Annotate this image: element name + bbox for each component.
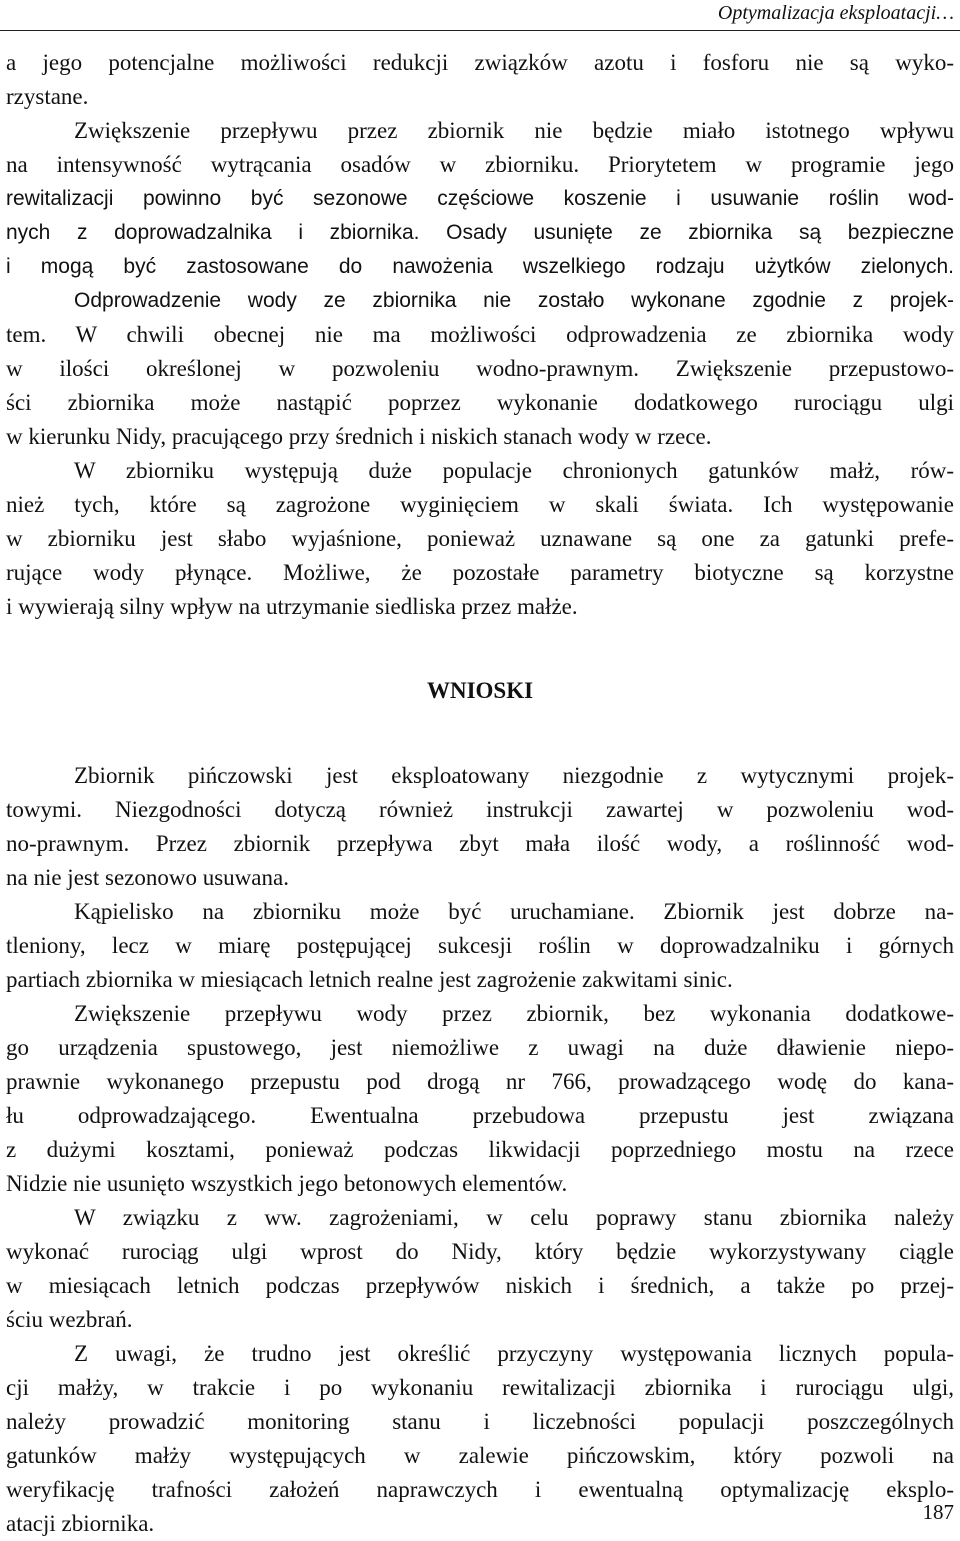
running-header-title: Optymalizacja eksploatacji…: [717, 2, 954, 24]
text-line: Zbiornik pińczowski jest eksploatowany niezgodnie z wytycznymi projek-: [74, 763, 954, 788]
text-line: Zwiększenie przepływu przez zbiornik nie będzie miało istotnego wpływu: [74, 118, 954, 143]
text-line: W związku z ww. zagrożeniami, w celu poprawy stanu zbiornika należy: [74, 1205, 954, 1230]
text-line: ści zbiornika może nastąpić poprzez wykonanie dodatkowego rurociągu ulgi: [6, 390, 954, 415]
text-line: gatunków małży występujących w zalewie pińczowskim, który pozwoli na: [6, 1443, 954, 1468]
text-line: Kąpielisko na zbiorniku może być uruchamiane. Zbiornik jest dobrze na-: [74, 899, 954, 924]
text-line: i wywierają silny wpływ na utrzymanie siedliska przez małże.: [6, 594, 578, 619]
text-line: Nidzie nie usunięto wszystkich jego betonowych elementów.: [6, 1171, 568, 1196]
text-line: i mogą być zastosowane do nawożenia wszelkiego rodzaju użytków zielonych.: [6, 255, 954, 278]
text-line: towymi. Niezgodności dotyczą również instrukcji zawartej w pozwoleniu wod-: [6, 797, 954, 822]
text-line: wykonać rurociąg ulgi wprost do Nidy, który będzie wykorzystywany ciągle: [6, 1239, 954, 1264]
section-conclusions: [6, 759, 954, 1541]
text-line: z dużymi kosztami, ponieważ podczas likwidacji poprzedniego mostu na rzece: [6, 1137, 954, 1162]
text-line: a jego potencjalne możliwości redukcji związków azotu i fosforu nie są wyko-: [6, 50, 954, 75]
text-line: Zwiększenie przepływu wody przez zbiornik, bez wykonania dodatkowe-: [74, 1001, 954, 1026]
text-line: cji małży, w trakcie i po wykonaniu rewitalizacji zbiornika i rurociągu ulgi,: [6, 1375, 954, 1400]
text-line: w kierunku Nidy, pracującego przy średnich i niskich stanach wody w rzece.: [6, 424, 712, 449]
text-line: należy prowadzić monitoring stanu i liczebności populacji poszczególnych: [6, 1409, 954, 1434]
text-line: no-prawnym. Przez zbiornik przepływa zbyt mała ilość wody, a roślinność wod-: [6, 831, 954, 856]
text-line: rewitalizacji powinno być sezonowe częściowe koszenie i usuwanie roślin wod-: [6, 187, 954, 210]
text-line: tleniony, lecz w miarę postępującej sukcesji roślin w doprowadzalniku i górnych: [6, 933, 954, 958]
section-discussion: [6, 46, 954, 624]
text-line: Odprowadzenie wody ze zbiornika nie zostało wykonane zgodnie z projek-: [74, 289, 954, 312]
heading-block: [6, 624, 954, 759]
text-line: Z uwagi, że trudno jest określić przyczyny występowania licznych popula-: [74, 1341, 954, 1366]
text-line: tem. W chwili obecnej nie ma możliwości odprowadzenia ze zbiornika wody: [6, 322, 954, 347]
header-rule: [0, 30, 960, 31]
text-line: partiach zbiornika w miesiącach letnich realne jest zagrożenie zakwitami sinic.: [6, 967, 733, 992]
text-line: atacji zbiornika.: [6, 1511, 155, 1536]
text-line: rzystane.: [6, 84, 89, 109]
text-line: w zbiorniku jest słabo wyjaśnione, ponieważ uznawane są one za gatunki prefe-: [6, 526, 954, 551]
text-line: na nie jest sezonowo usuwana.: [6, 865, 289, 890]
text-line: w ilości określonej w pozwoleniu wodno-prawnym. Zwiększenie przepustowo-: [6, 356, 954, 381]
page-number: 187: [922, 1500, 954, 1524]
text-line: prawnie wykonanego przepustu pod drogą nr 766, prowadzącego wodę do kana-: [6, 1069, 954, 1094]
text-line: nych z doprowadzalnika i zbiornika. Osady usunięte ze zbiornika są bezpieczne: [6, 221, 954, 244]
page-body: [6, 46, 954, 1541]
text-line: w miesiącach letnich podczas przepływów niskich i średnich, a także po przej-: [6, 1273, 954, 1298]
text-line: łu odprowadzającego. Ewentualna przebudowa przepustu jest związana: [6, 1103, 954, 1128]
text-line: na intensywność wytrącania osadów w zbiorniku. Priorytetem w programie jego: [6, 152, 954, 177]
text-line: nież tych, które są zagrożone wyginięciem w skali świata. Ich występowanie: [6, 492, 954, 517]
text-line: W zbiorniku występują duże populacje chronionych gatunków małż, rów-: [74, 458, 954, 483]
section-heading: WNIOSKI: [426, 678, 534, 703]
text-line: ściu wezbrań.: [6, 1307, 133, 1332]
text-line: rujące wody płynące. Możliwe, że pozostałe parametry biotyczne są korzystne: [6, 560, 954, 585]
text-line: weryfikację trafności założeń naprawczych i ewentualną optymalizację eksplo-: [6, 1477, 954, 1502]
text-line: go urządzenia spustowego, jest niemożliwe z uwagi na duże dławienie niepo-: [6, 1035, 954, 1060]
